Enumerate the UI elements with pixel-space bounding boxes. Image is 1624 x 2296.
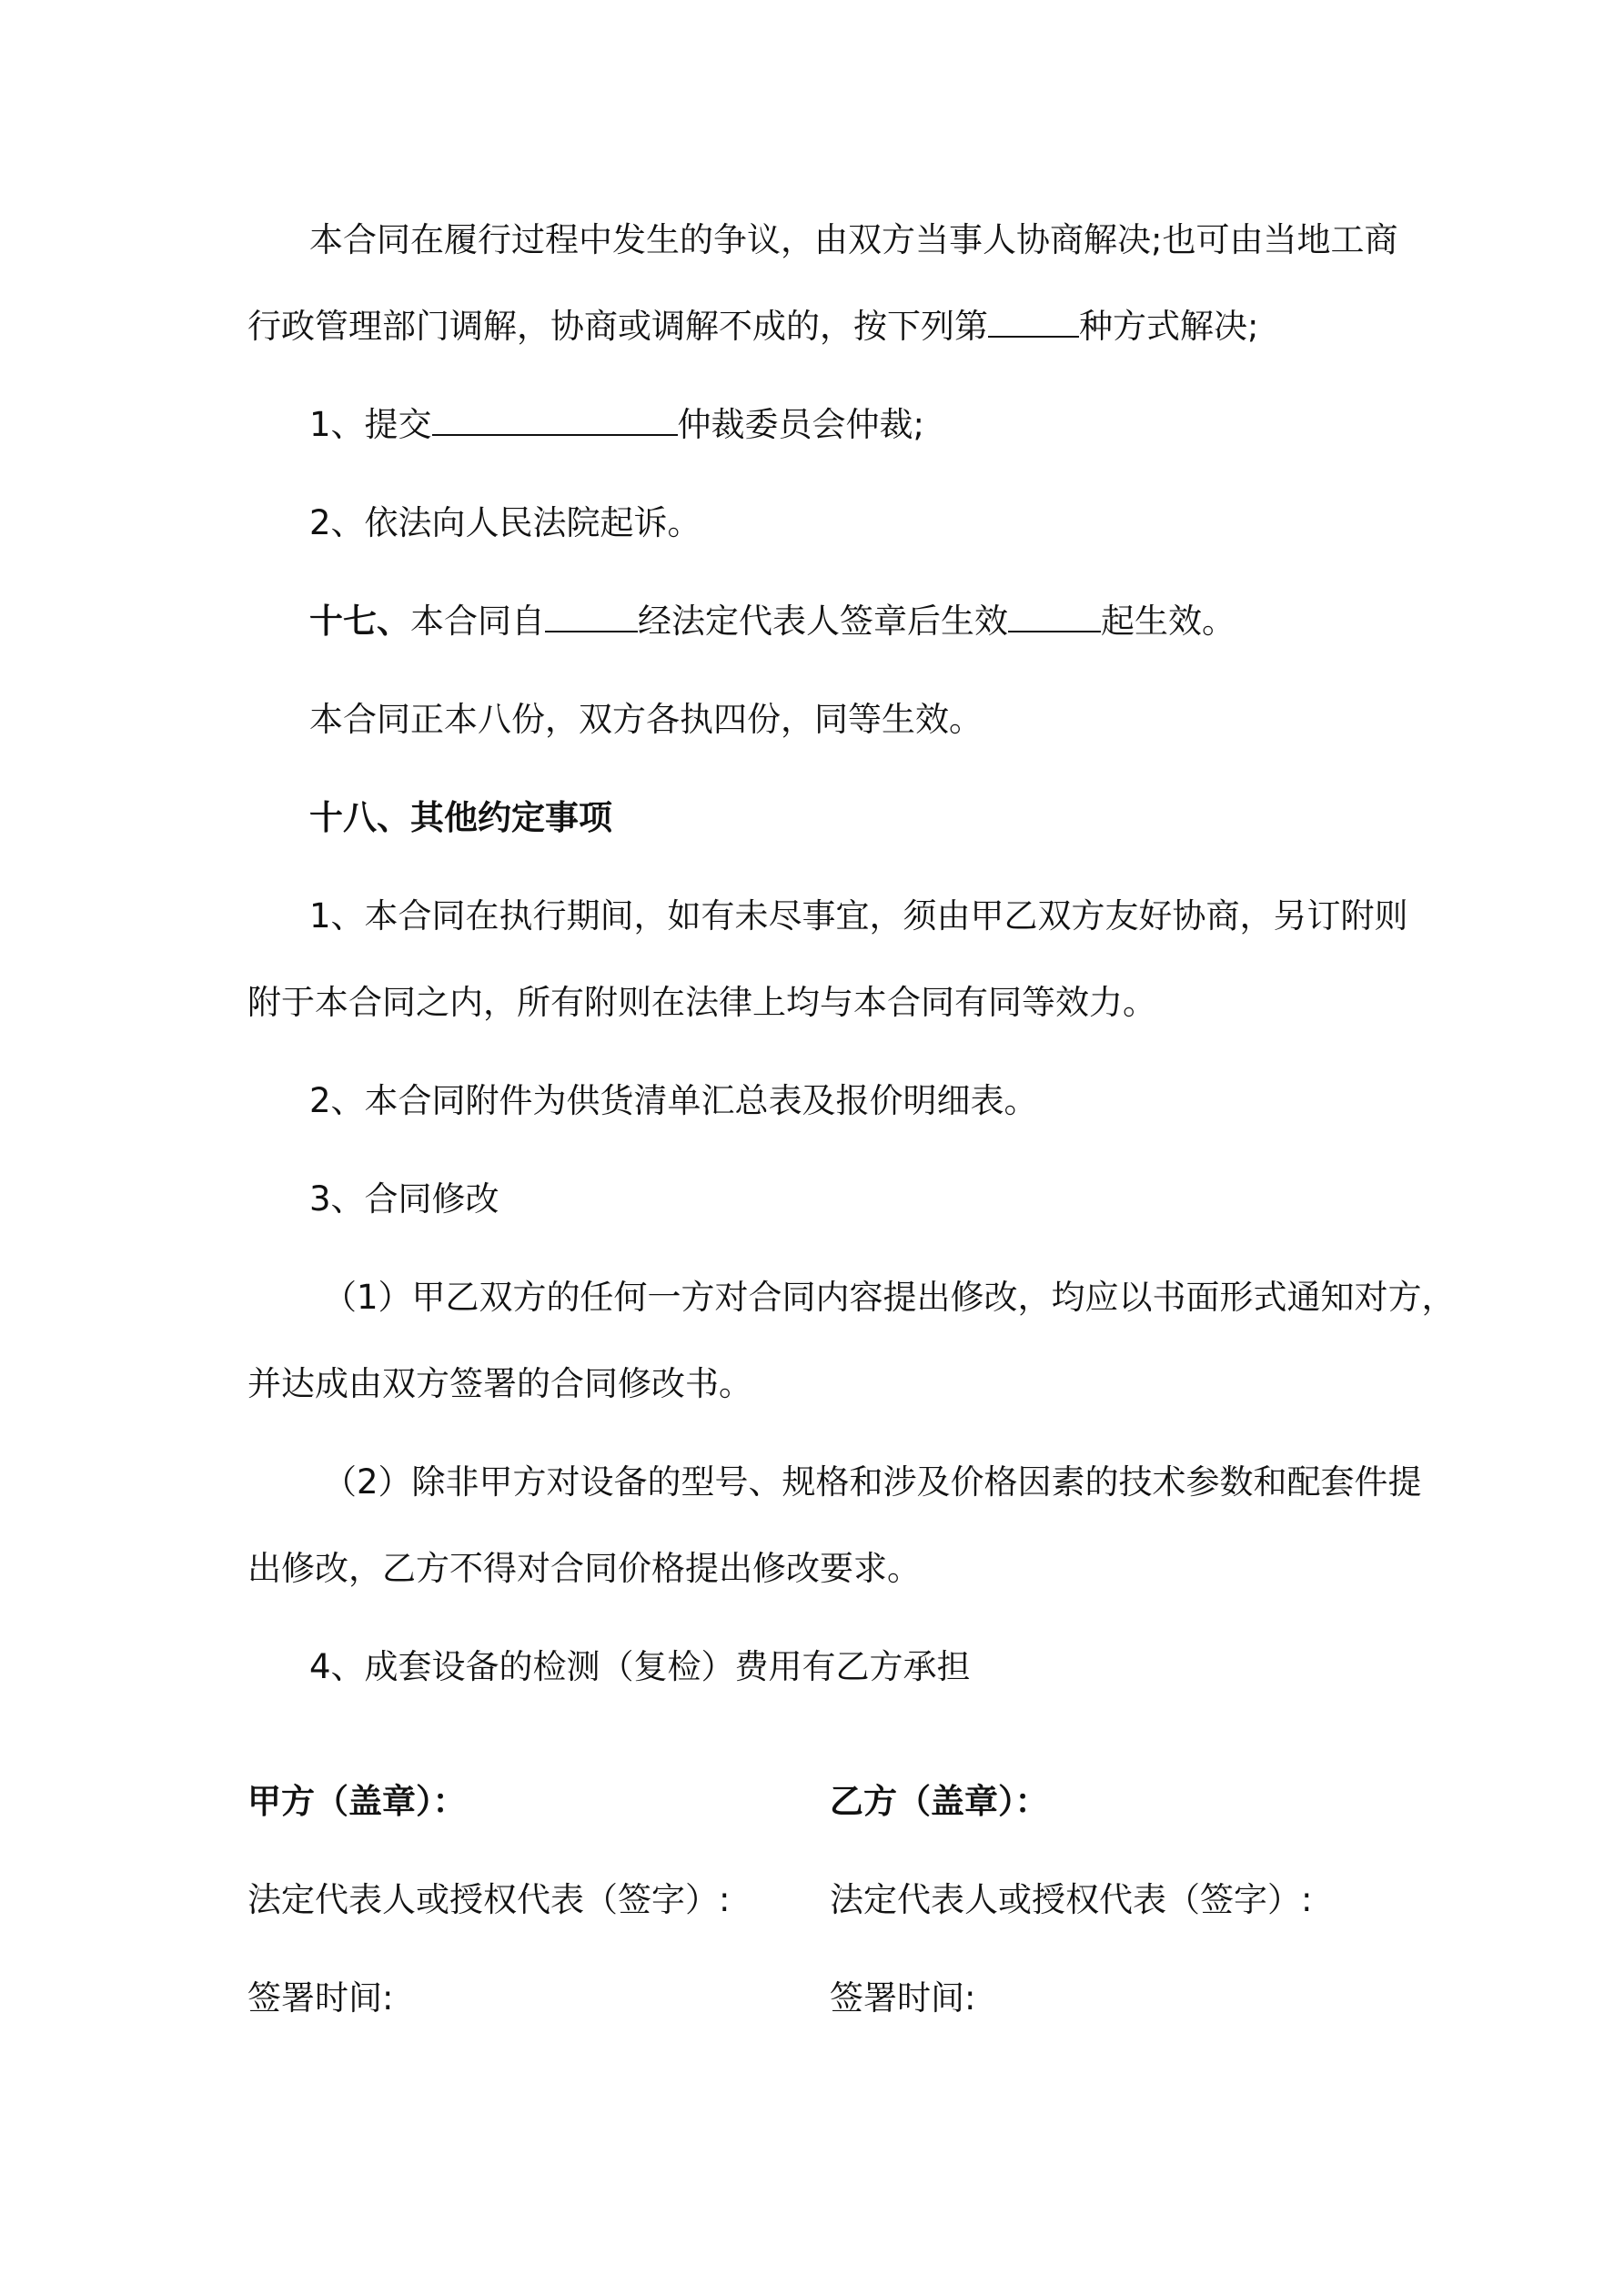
effective-text-3: 起生效。 [1101,602,1236,641]
effective-text-1: 本合同自 [410,602,545,641]
party-b-seal-label: 乙方（盖章）： [830,1782,1049,1821]
arbitration-item [309,401,1456,449]
supplementary-paragraph-line-1: 1、本合同在执行期间，如有未尽事宜，须由甲乙双方友好协商，另订附则 [309,896,1408,936]
party-a-date-label: 签署时间: [247,1978,394,2018]
effective-date-blank [545,598,638,632]
lawsuit-item: 2、依法向人民法院起诉。 [309,503,701,542]
amendment-item-2-line-2: 出修改，乙方不得对合同价格提出修改要求。 [247,1549,921,1588]
party-b-representative-label: 法定代表人或授权代表（签字）: [830,1880,1313,1919]
amendment-item-1-line-2: 并达成由双方签署的合同修改书。 [247,1364,752,1403]
supplementary-paragraph-line-2: 附于本合同之内，所有附则在法律上均与本合同有同等效力。 [247,983,1156,1022]
effective-date-blank-2 [1008,598,1101,632]
party-a-seal-label: 甲方（盖章）： [247,1782,467,1821]
method-number-blank [988,303,1079,338]
amendment-item-1-line-1: （1）甲乙双方的任何一方对合同内容提出修改，均应以书面形式通知对方， [323,1278,1456,1317]
effective-clause [309,598,1456,645]
amendment-item-2-line-1: （2）除非甲方对设备的型号、规格和涉及价格因素的技术参数和配套件提 [323,1462,1422,1502]
amendment-heading: 3、合同修改 [309,1179,499,1219]
copies-paragraph: 本合同正本八份，双方各执四份，同等生效。 [309,700,983,739]
attachment-paragraph: 2、本合同附件为供货清单汇总表及报价明细表。 [309,1081,1038,1120]
dispute-paragraph-line-1: 本合同在履行过程中发生的争议，由双方当事人协商解决;也可由当地工商 [309,220,1398,259]
party-a-representative-label: 法定代表人或授权代表（签字）: [247,1880,731,1919]
dispute-text: 行政管理部门调解，协商或调解不成的，按下列第 [247,307,988,346]
section-18-heading: 十八、其他约定事项 [309,798,612,837]
arbitration-committee-blank [432,401,678,436]
dispute-text-end: 种方式解决; [1079,307,1259,346]
inspection-fee-paragraph: 4、成套设备的检测（复检）费用有乙方承担 [309,1647,971,1686]
clause-17-number: 十七、 [309,602,410,641]
arbitration-item-text: 仲裁委员会仲裁; [677,405,925,444]
party-b-date-label: 签署时间: [830,1978,976,2018]
effective-text-2: 经法定代表人签章后生效 [638,602,1008,641]
arbitration-item-label: 1、提交 [309,405,432,444]
dispute-paragraph-line-2 [247,303,1394,350]
